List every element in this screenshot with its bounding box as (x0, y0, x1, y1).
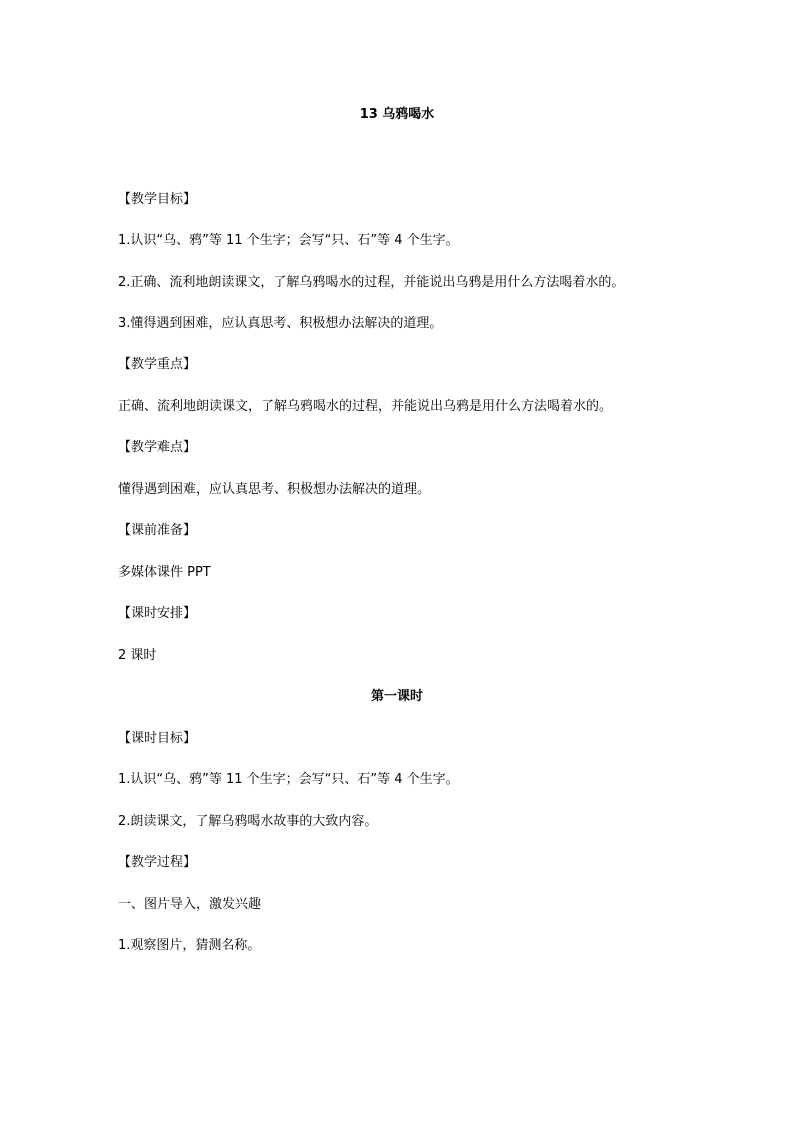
lesson-one-heading: 第一课时 (370, 689, 423, 704)
section-heading-lesson-schedule: 【课时安排】 (118, 606, 197, 621)
section-heading-lesson-goals: 【课时目标】 (118, 731, 197, 746)
goal-item-3: 3.懂得遇到困难，应认真思考、积极想办法解决的道理。 (118, 316, 443, 331)
goal-item-1: 1.认识“乌、鸦”等 11 个生字；会写“只、石”等 4 个生字。 (118, 233, 459, 248)
lesson-goal-item-1: 1.认识“乌、鸦”等 11 个生字；会写“只、石”等 4 个生字。 (118, 772, 459, 787)
lesson-schedule-text: 2 课时 (118, 648, 157, 663)
document-title: 13 乌鸦喝水 (359, 107, 435, 122)
section-heading-teaching-goals: 【教学目标】 (118, 192, 197, 207)
preparation-text: 多媒体课件 PPT (118, 565, 211, 580)
process-step-heading: 一、图片导入，激发兴趣 (118, 897, 262, 912)
teaching-focus-text: 正确、流利地朗读课文，了解乌鸦喝水的过程，并能说出乌鸦是用什么方法喝着水的。 (118, 399, 613, 414)
section-heading-teaching-focus: 【教学重点】 (118, 357, 197, 372)
teaching-difficulty-text: 懂得遇到困难，应认真思考、积极想办法解决的道理。 (118, 482, 431, 497)
section-heading-teaching-process: 【教学过程】 (118, 855, 197, 870)
section-heading-teaching-difficulty: 【教学难点】 (118, 440, 197, 455)
lesson-goal-item-2: 2.朗读课文，了解乌鸦喝水故事的大致内容。 (118, 814, 378, 829)
process-step-item-1: 1.观察图片，猜测名称。 (118, 938, 261, 953)
goal-item-2: 2.正确、流利地朗读课文，了解乌鸦喝水的过程，并能说出乌鸦是用什么方法喝着水的。 (118, 275, 625, 290)
section-heading-preparation: 【课前准备】 (118, 523, 197, 538)
